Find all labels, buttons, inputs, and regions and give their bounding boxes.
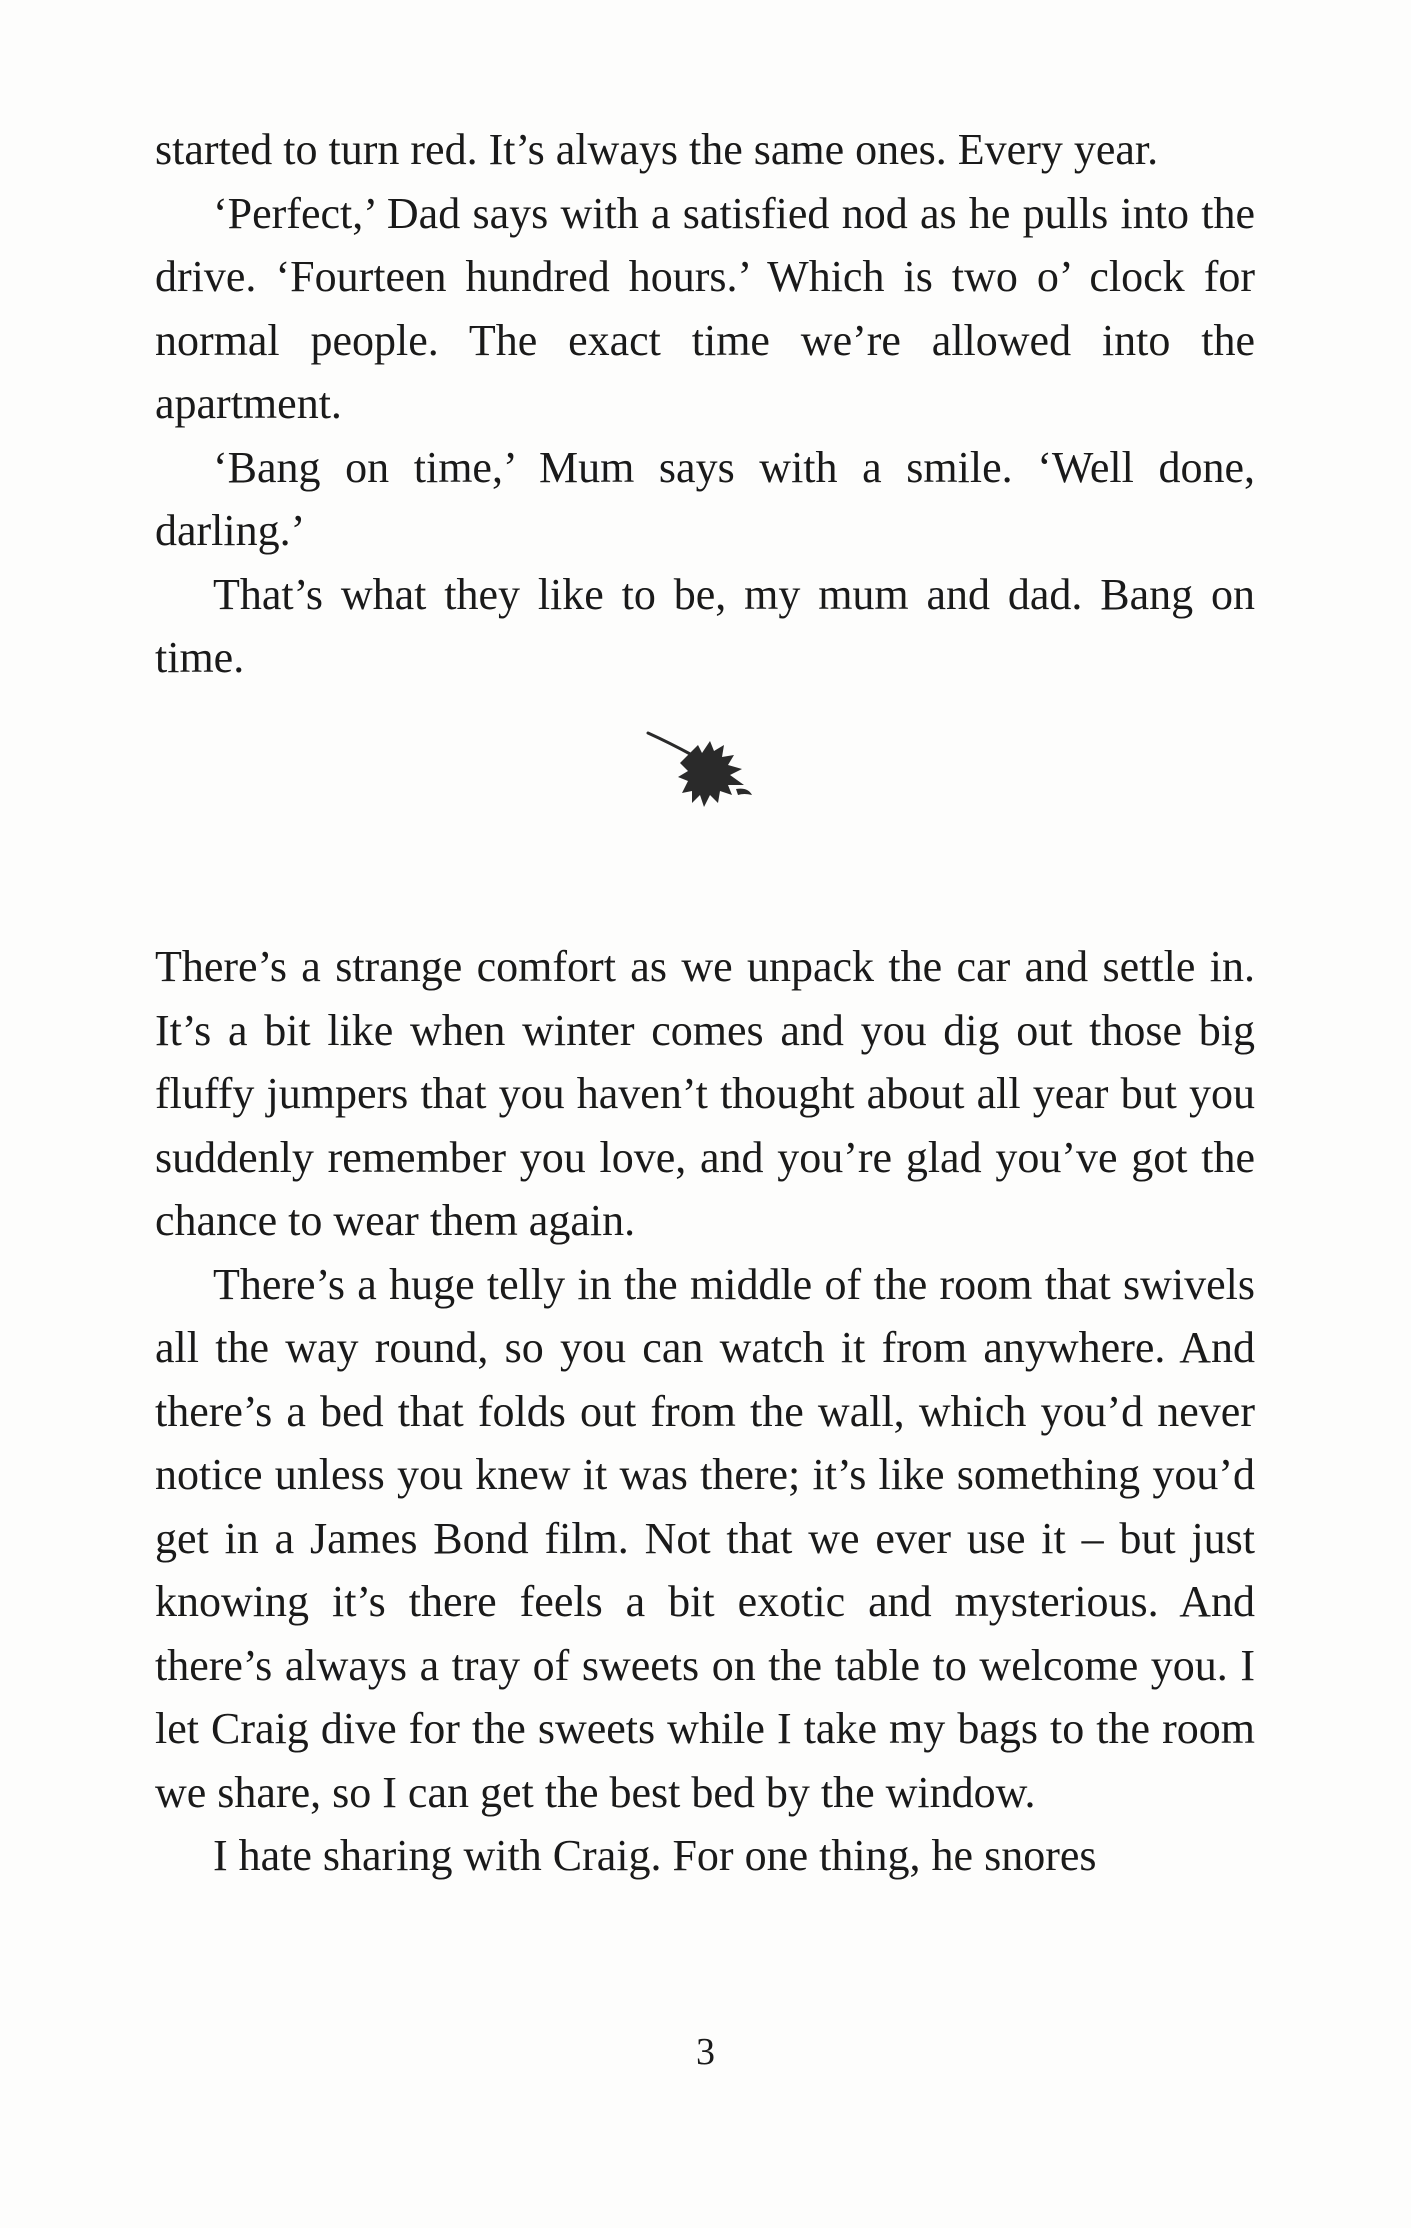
leaf-svg <box>640 715 780 835</box>
paragraph: started to turn red. It’s always the same ones. Every year. <box>155 125 1159 174</box>
text-section-one <box>155 118 1255 690</box>
text-section-two <box>155 935 1255 1888</box>
paragraph: ‘Bang on time,’ Mum says with a smile. ‘Well done, darling.’ <box>155 442 1255 555</box>
autumn-leaf-icon <box>640 715 780 835</box>
paragraph: That’s what they like to be, my mum and dad. Bang on time. <box>155 569 1255 682</box>
paragraph: There’s a huge telly in the middle of the room that swivels all the way round, so you can watch it from anywhere. And there’s a bed that folds out from the wall, which you’d never notice unless you knew it was there; it’s like something you’d get in a James Bond film. Not that we ever use it – but just knowing it’s there feels a bit exotic and mysterious. And there’s always a tray of sweets on the table to welcome you. I let Craig dive for the sweets while I take my bags to the room we share, so I can get the best bed by the window. <box>155 1259 1255 1817</box>
paragraph: There’s a strange comfort as we unpack the car and settle in. It’s a bit like when winter comes and you dig out those big fluffy jumpers that you haven’t thought about all year but you suddenly remember you love, and you’re glad you’ve got the chance to wear them again. <box>155 942 1255 1245</box>
paragraph: I hate sharing with Craig. For one thing, he snores <box>213 1831 1097 1880</box>
page-number: 3 <box>696 2031 715 2073</box>
paragraph: ‘Perfect,’ Dad says with a satisfied nod as he pulls into the drive. ‘Fourteen hundred hours.’ Which is two o’ clock for normal people. The exact time we’re allowed into the apartment. <box>155 188 1255 428</box>
